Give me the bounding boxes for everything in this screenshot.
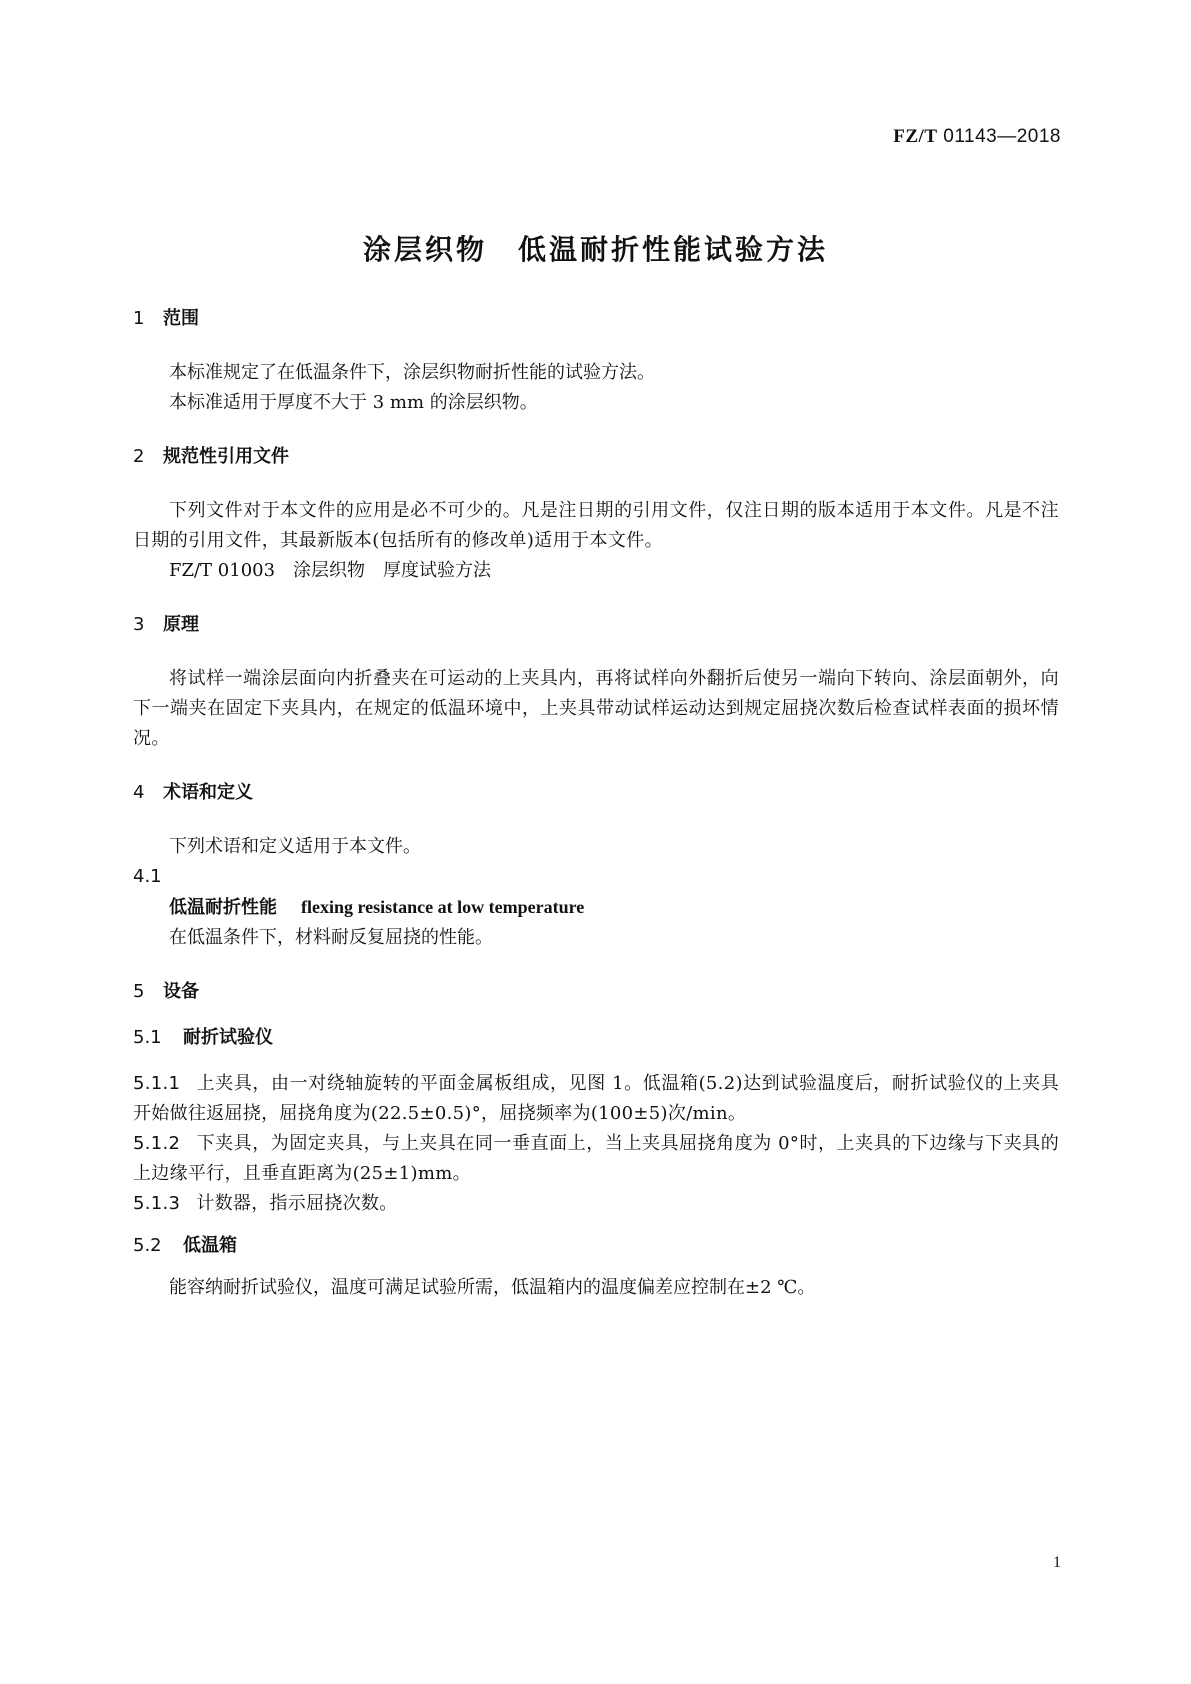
standard-code-prefix: FZ/T	[893, 126, 938, 147]
document-body	[133, 308, 1059, 1303]
section-3-heading: 3 原理	[133, 614, 199, 635]
term-definition: 在低温条件下，材料耐反复屈挠的性能。	[169, 927, 493, 948]
clause-5-1-1: 5.1.1 上夹具，由一对绕轴旋转的平面金属板组成，见图 1。低温箱(5.2)达到试验温度后，耐折试验仪的上夹具开始做往返屈挠，屈挠角度为(22.5±0.5)°，屈挠频率为(100±5)次/min。	[133, 1073, 1059, 1124]
standard-code-number: 01143—2018	[937, 126, 1061, 147]
standard-code	[893, 126, 1061, 148]
term-name-en: flexing resistance at low temperature	[301, 897, 585, 917]
normative-reference: FZ/T 01003 涂层织物 厚度试验方法	[169, 560, 492, 581]
subsection-5-2-heading: 5.2 低温箱	[133, 1235, 237, 1256]
section-2-paragraph: 下列文件对于本文件的应用是必不可少的。凡是注日期的引用文件，仅注日期的版本适用于本文件。凡是不注日期的引用文件，其最新版本(包括所有的修改单)适用于本文件。	[133, 500, 1059, 551]
section-3-paragraph: 将试样一端涂层面向内折叠夹在可运动的上夹具内，再将试样向外翻折后使另一端向下转向、涂层面朝外，向下一端夹在固定下夹具内，在规定的低温环境中，上夹具带动试样运动达到规定屈挠次数后检查试样表面的损坏情况。	[133, 668, 1059, 749]
clause-5-1-2: 5.1.2 下夹具，为固定夹具，与上夹具在同一垂直面上，当上夹具屈挠角度为 0°时，上夹具的下边缘与下夹具的上边缘平行，且垂直距离为(25±1)mm。	[133, 1133, 1059, 1184]
document-title: 涂层织物 低温耐折性能试验方法	[362, 233, 828, 266]
subsection-5-1-heading: 5.1 耐折试验仪	[133, 1027, 273, 1048]
section-4-intro: 下列术语和定义适用于本文件。	[169, 836, 421, 857]
section-1-line-2: 本标准适用于厚度不大于 3 mm 的涂层织物。	[169, 392, 538, 413]
term-name	[133, 892, 1059, 923]
term-name-cn: 低温耐折性能	[169, 897, 277, 918]
page-number: 1	[1053, 1554, 1061, 1571]
section-1-line-1: 本标准规定了在低温条件下，涂层织物耐折性能的试验方法。	[169, 362, 655, 383]
section-4-heading: 4 术语和定义	[133, 782, 253, 803]
section-5-heading: 5 设备	[133, 981, 199, 1002]
section-2-heading: 2 规范性引用文件	[133, 446, 289, 467]
clause-5-1-3: 5.1.3 计数器，指示屈挠次数。	[133, 1193, 398, 1214]
term-number: 4.1	[133, 866, 162, 887]
subsection-5-2-text: 能容纳耐折试验仪，温度可满足试验所需，低温箱内的温度偏差应控制在±2 ℃。	[169, 1277, 816, 1298]
section-1-heading: 1 范围	[133, 308, 199, 329]
